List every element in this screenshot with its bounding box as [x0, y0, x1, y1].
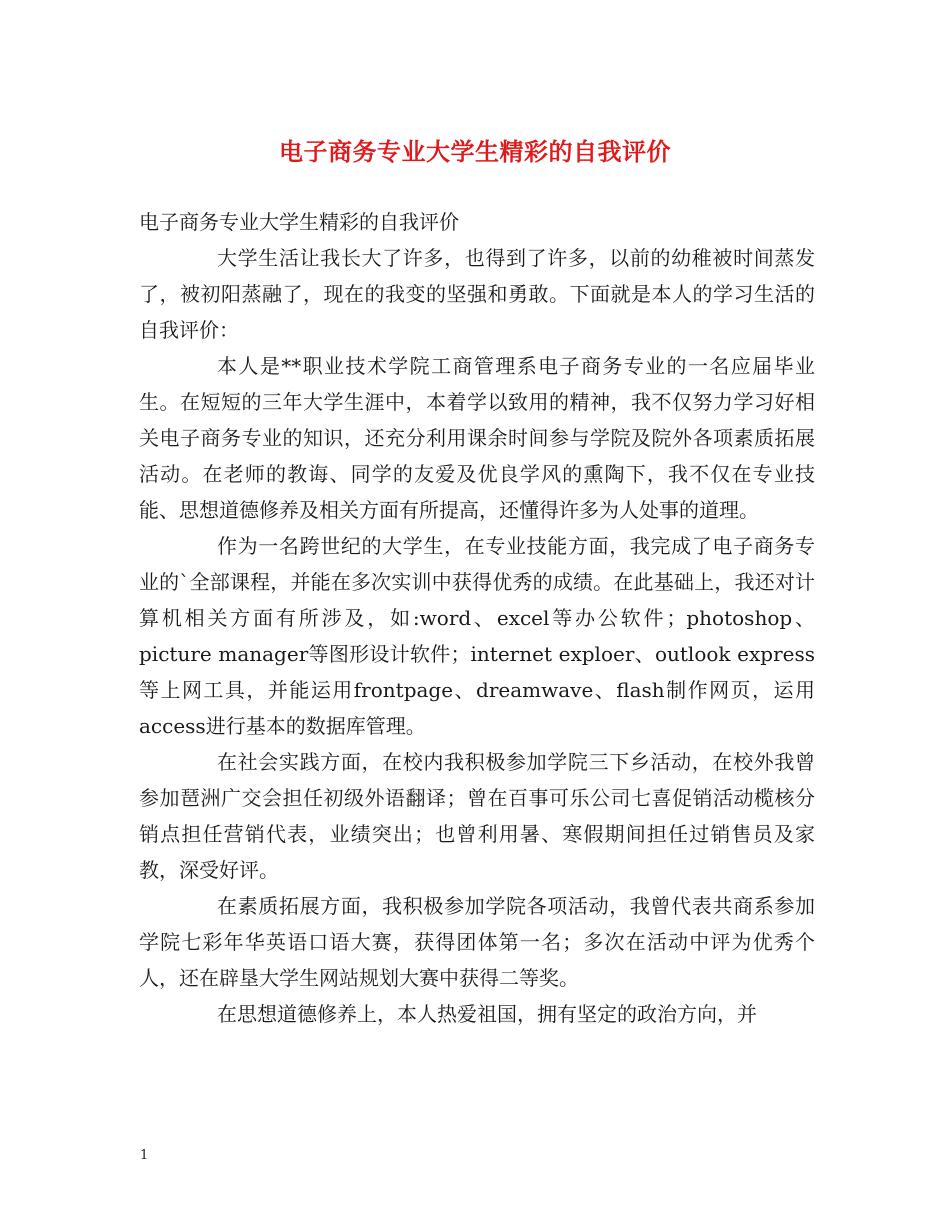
document-body — [139, 204, 815, 1032]
document-subtitle: 电子商务专业大学生精彩的自我评价 — [139, 210, 459, 234]
paragraph-morality: 在思想道德修养上，本人热爱祖国，拥有坚定的政治方向，并 — [217, 1002, 757, 1026]
document-title: 电子商务专业大学生精彩的自我评价 — [279, 138, 671, 166]
page-number: 1 — [140, 1148, 149, 1163]
paragraph-skills: 作为一名跨世纪的大学生，在专业技能方面，我完成了电子商务专业的`全部课程，并能在多次实训中获得优秀的成绩。在此基础上，我还对计算机相关方面有所涉及，如:word、excel等办公软件；photoshop、picture manager等图形设计软件；internet exploer、outlook express等上网工具，并能运用frontpage、dreamwave、flash制作网页，运用access进行基本的数据库管理。 — [139, 534, 815, 738]
paragraph-intro: 大学生活让我长大了许多，也得到了许多，以前的幼稚被时间蒸发了，被初阳蒸融了，现在的我变的坚强和勇敢。下面就是本人的学习生活的自我评价： — [139, 246, 815, 342]
paragraph-activities: 在素质拓展方面，我积极参加学院各项活动，我曾代表共商系参加学院七彩年华英语口语大赛，获得团体第一名；多次在活动中评为优秀个人，还在辟垦大学生网站规划大赛中获得二等奖。 — [139, 894, 815, 990]
paragraph-practice: 在社会实践方面，在校内我积极参加学院三下乡活动，在校外我曾参加琶洲广交会担任初级外语翻译；曾在百事可乐公司七喜促销活动榄核分销点担任营销代表，业绩突出；也曾利用暑、寒假期间担任过销售员及家教，深受好评。 — [139, 750, 815, 882]
paragraph-background: 本人是**职业技术学院工商管理系电子商务专业的一名应届毕业生。在短短的三年大学生涯中，本着学以致用的精神，我不仅努力学习好相关电子商务专业的知识，还充分利用课余时间参与学院及院外各项素质拓展活动。在老师的教诲、同学的友爱及优良学风的熏陶下，我不仅在专业技能、思想道德修养及相关方面有所提高，还懂得许多为人处事的道理。 — [139, 354, 815, 522]
